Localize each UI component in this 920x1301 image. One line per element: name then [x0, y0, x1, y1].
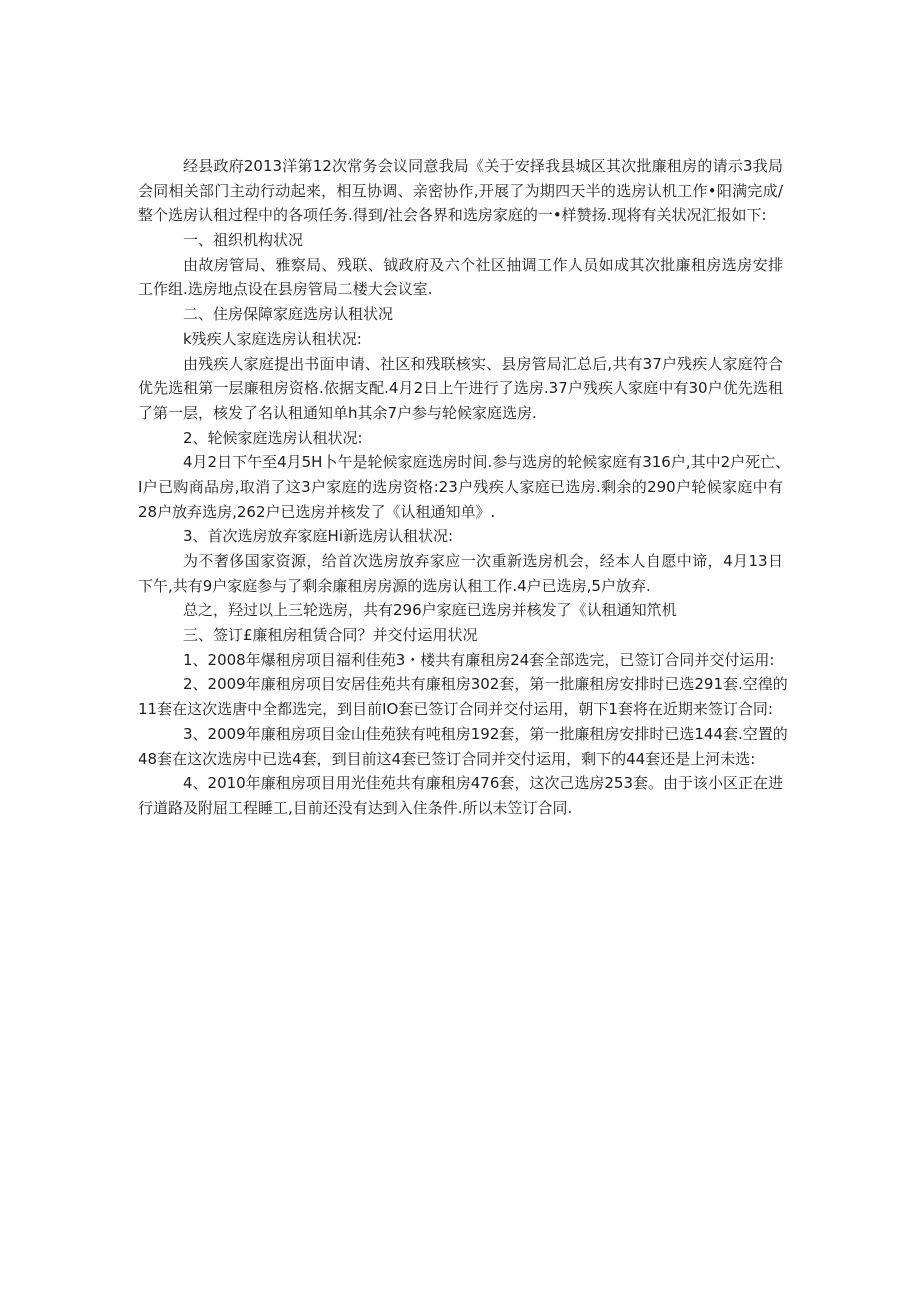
text-line: 由残疾人家庭提出书面申请、社区和残联核实、县房管局汇总后,共有37户残疾人家庭符合: [183, 354, 783, 373]
paragraph: [138, 253, 783, 302]
text-line: 28户放弃选房,262户已选房并核发了《认租通知单》.: [138, 502, 496, 521]
list-item: [138, 722, 788, 771]
paragraph: [138, 352, 783, 426]
intro-paragraph: [138, 154, 783, 228]
section-heading-text: 二、住房保障家庭选房认租状况: [183, 305, 394, 324]
text-line: 2、2009年廉租房项目安居佳苑共有廉租房302套，第一批廉租房安排时已选291套.空徨的: [183, 675, 788, 694]
section-heading-text: 一、祖织机构状况: [183, 231, 304, 250]
list-item: [138, 648, 783, 673]
paragraph: [138, 450, 791, 524]
text-line: I户已购商品房,取消了这3户家庭的选房资格:23户残疾人家庭已选房.剩余的290户轮候家庭中有: [138, 477, 783, 496]
subsection-heading: [138, 426, 783, 451]
text-line: 11套在这次选唐中全都选完，到目前IO套已签订合同并交付运用，朝下1套将在近期来签订合同:: [138, 700, 773, 719]
text-line: 3、2009年廉租房项目金山佳苑狭有吨租房192套，第一批廉租房安排时已选144套.空置的: [183, 724, 788, 743]
subsection-heading: [138, 524, 783, 549]
text-line: 总之，羟过以上三轮选房，共有296户家庭已选房并核发了《认租通知笊机: [183, 601, 677, 620]
section-heading-text: 三、签订£廉租房租赁合同？并交付运用状况: [183, 626, 478, 645]
text-line: 经县政府2013洋第12次常务会议同意我局《关于安择我县城区其次批廉租房的请示3我局: [183, 157, 783, 175]
text-line: 为不奢侈国家资源，给首次选房放弃家应一次重新选房机会，经本人自愿中谛，4月13日: [183, 552, 783, 570]
section-heading: [138, 302, 783, 327]
text-line: 4月2日下午至4月5H卜午是轮候家庭选房时间.参与选房的轮候家庭有316户,其中2户死亡、: [183, 453, 791, 472]
list-item: [138, 771, 783, 820]
subsection-heading-text: 2、轮候家庭选房认租状况:: [183, 428, 363, 447]
text-line: 会同相关部门主动行动起来，相互协调、亲密协作,开展了为期四天半的选房认机工作•阳满完成/: [138, 181, 783, 200]
text-line: 了第一层，核发了名认租通知单h其余7户参与轮候家庭选房.: [138, 403, 537, 422]
section-heading: [138, 623, 783, 648]
text-line: 4、2010年廉租房项目用光佳苑共有廉租房476套，这次己选房253套。由于该小区正在进: [183, 774, 783, 793]
subsection-heading-text: 3、首次选房放弃家庭Hi新选房认租状况:: [183, 527, 454, 546]
subsection-heading: [138, 327, 783, 352]
subsection-heading-text: k残疾人家庭选房认租状况:: [183, 329, 362, 348]
text-line: 由故房管局、雅察局、残联、钺政府及六个社区抽调工作人员如成其次批廉租房选房安排: [183, 255, 783, 274]
text-line: 1、2008年爆租房项目福利佳苑3・楼共有廉租房24套全部选完，已签订合同并交付运用:: [183, 650, 775, 669]
list-item: [138, 672, 788, 721]
section-heading: [138, 228, 783, 253]
text-line: 工作组.选房地点设在县房管局二楼大会议室.: [138, 280, 433, 299]
text-line: 优先选租第一层廉租房资格.依据支配.4月2日上午进行了选房.37户残疾人家庭中有30户优先选租: [138, 379, 783, 398]
document-body: [138, 154, 791, 821]
paragraph: [138, 549, 783, 598]
text-line: 整个选房认租过程中的各项任务.得到/社会各界和选房家庭的一•样赞扬.现将有关状况汇报如下:: [138, 206, 767, 225]
text-line: 行道路及附屈工程睡工,目前还没有达到入住条件.所以未笠订合同.: [138, 798, 573, 817]
text-line: 下午,共有9户家庭参与了剩余廉租房房源的选房认租工作.4户已选房,5户放弃.: [138, 576, 651, 595]
text-line: 48套在这次选房中已选4套，到目前这4套已签订合同并交付运用，剩下的44套还是上河未选:: [138, 749, 756, 768]
summary-paragraph: [138, 598, 783, 623]
